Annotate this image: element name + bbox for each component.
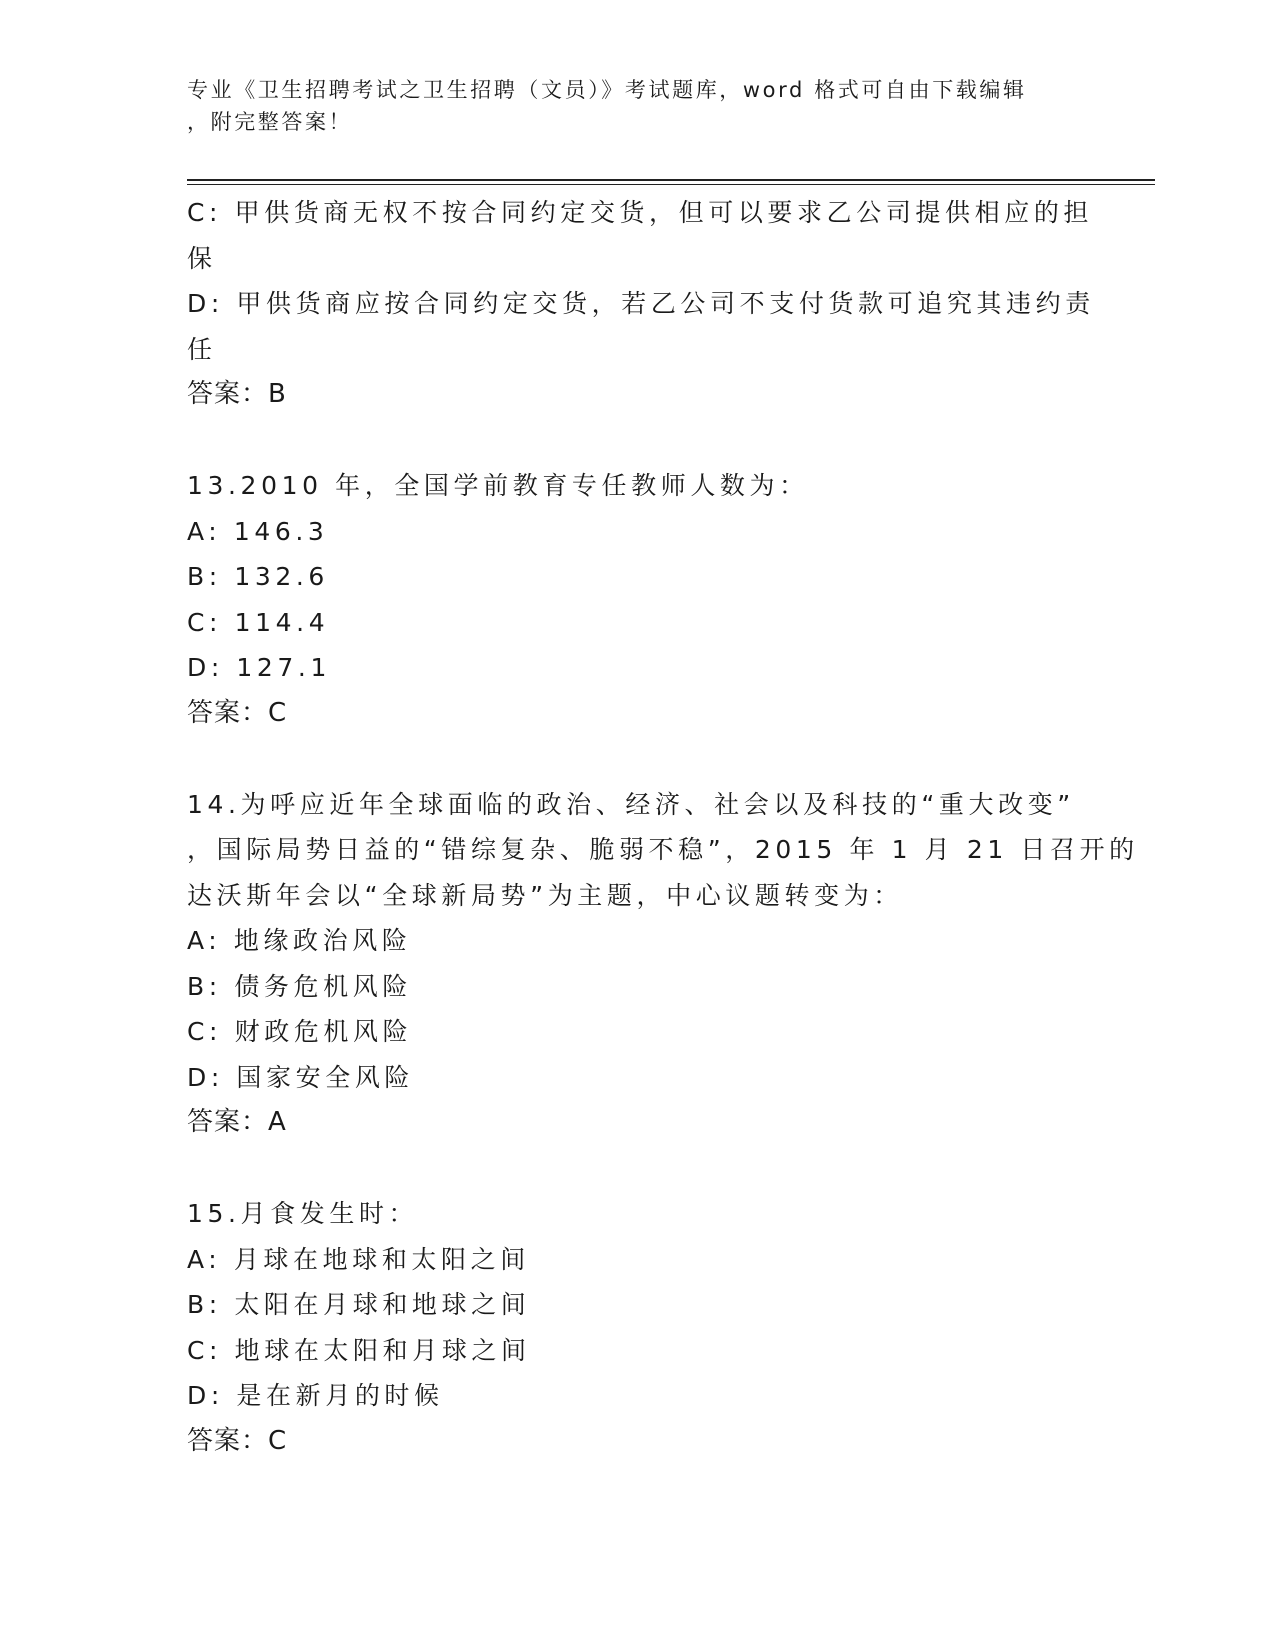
question-14 xyxy=(187,782,1139,1146)
option-d: D: 127.1 xyxy=(187,653,331,682)
answer: 答案：C xyxy=(187,697,288,728)
option-c: C: 地球在太阳和月球之间 xyxy=(187,1335,531,1365)
question-13 xyxy=(187,463,1087,736)
header-line-2: ，附完整答案！ xyxy=(187,110,353,134)
option-b: B: 132.6 xyxy=(187,562,329,591)
option-a: A: 146.3 xyxy=(187,516,329,546)
question-text: 13.2010 年，全国学前教育专任教师人数为： xyxy=(187,471,809,500)
option-b: B: 太阳在月球和地球之间 xyxy=(187,1290,531,1319)
question-text: 15.月食发生时： xyxy=(187,1199,419,1228)
answer: 答案：B xyxy=(187,379,287,409)
option-b: B: 债务危机风险 xyxy=(187,971,412,1001)
answer: 答案：A xyxy=(187,1107,287,1137)
option-c: C: 财政危机风险 xyxy=(187,1017,413,1046)
question-15 xyxy=(187,1191,1087,1464)
option-d-continued: 任 xyxy=(187,334,217,364)
option-c: C: 甲供货商无权不按合同约定交货，但可以要求乙公司提供相应的担 xyxy=(187,198,1094,227)
option-a: A: 地缘政治风险 xyxy=(187,926,412,955)
option-d: D: 是在新月的时候 xyxy=(187,1381,444,1410)
question-list xyxy=(187,190,1139,1464)
question-text-line-1: 14.为呼应近年全球面临的政治、经济、社会以及科技的“重大改变” xyxy=(187,789,1075,819)
question-carryover xyxy=(187,190,1095,418)
answer: 答案：C xyxy=(187,1425,288,1456)
option-d: D: 国家安全风险 xyxy=(187,1062,415,1092)
option-a: A: 月球在地球和太阳之间 xyxy=(187,1244,530,1274)
question-text-line-2: ，国际局势日益的“错综复杂、脆弱不稳”，2015 年 1 月 21 日召开的 xyxy=(187,835,1139,864)
option-c-continued: 保 xyxy=(187,243,217,273)
option-d: D: 甲供货商应按合同约定交货，若乙公司不支付货款可追究其违约责 xyxy=(187,289,1095,318)
header-rule-thick xyxy=(187,179,1155,181)
header-rule-thin xyxy=(187,184,1155,185)
option-c: C: 114.4 xyxy=(187,607,330,637)
header-line-1: 专业《卫生招聘考试之卫生招聘（文员）》考试题库，word 格式可自由下载编辑 xyxy=(187,78,1027,102)
document-header xyxy=(187,74,1077,138)
question-text-line-3: 达沃斯年会以“全球新局势”为主题，中心议题转变为： xyxy=(187,880,903,910)
